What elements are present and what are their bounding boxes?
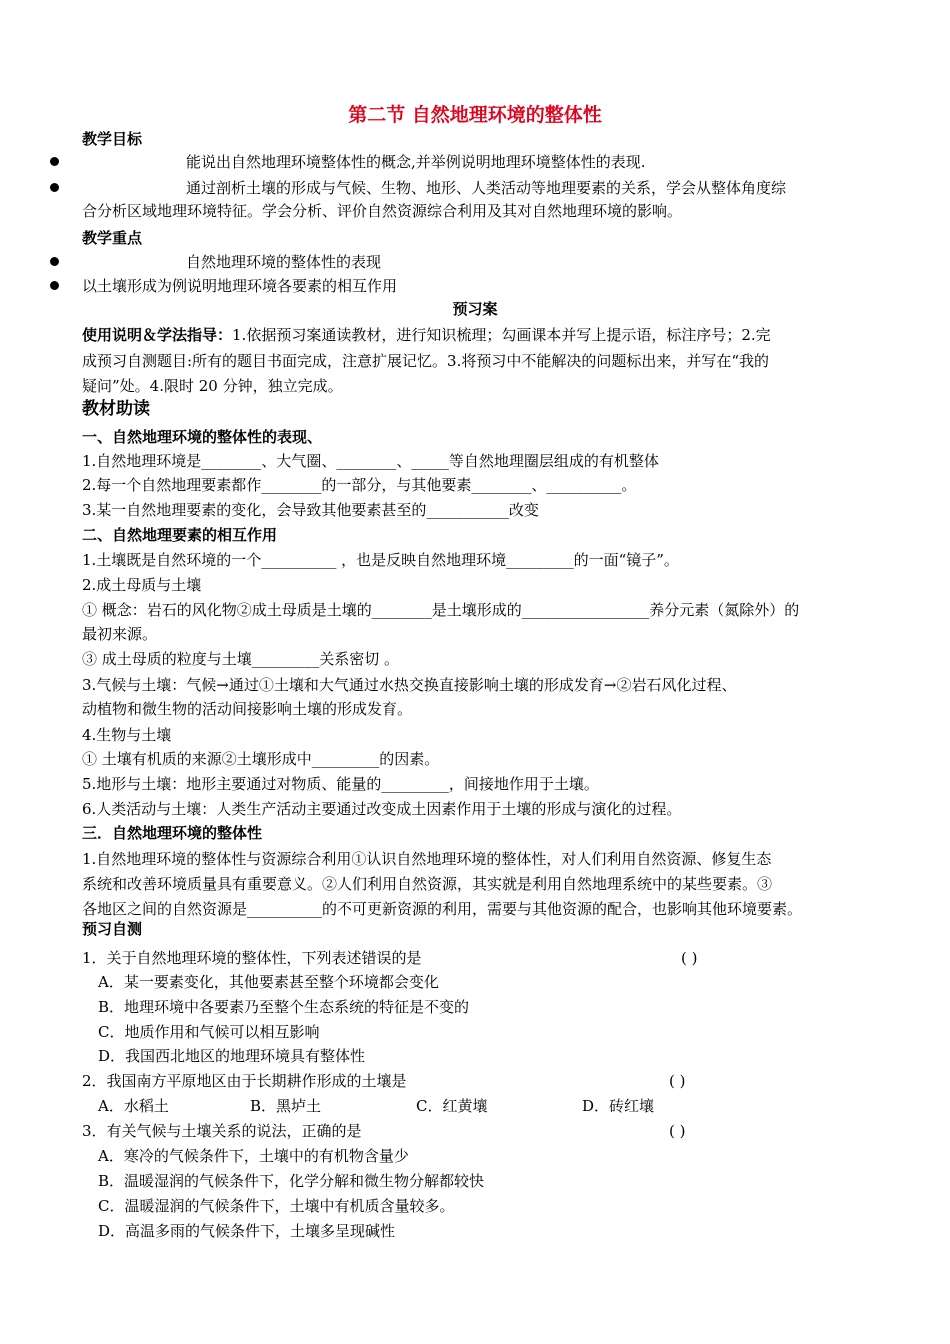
section-2-line-4: 最初来源。	[82, 625, 158, 643]
question-2-option-a: A．水稻土	[98, 1097, 169, 1115]
question-1-option-c: C．地质作用和气候可以相互影响	[98, 1023, 320, 1041]
instructions-line-1: 使用说明＆学法指导：1.依据预习案通读教材，进行知识梳理；勾画课本并写上提示语，标注序号；2.完	[82, 326, 771, 344]
section-2-line-6: 3.气候与土壤：气候→通过①土壤和大气通过水热交换直接影响土壤的形成发育→②岩石风化过程、	[82, 676, 737, 694]
focus-item-2: 以土壤形成为例说明地理环境各要素的相互作用	[82, 277, 398, 295]
question-1-option-a: A．某一要素变化，其他要素甚至整个环境都会变化	[98, 973, 439, 991]
instructions-label: 使用说明＆学法指导：	[82, 326, 233, 344]
instructions-line-3: 疑问”处。4.限时 20 分钟，独立完成。	[82, 377, 343, 395]
section-1-line-3: 3.某一自然地理要素的变化，会导致其他要素甚至的___________改变	[82, 501, 539, 519]
question-2-stem: 2．我国南方平原地区由于长期耕作形成的土壤是	[82, 1072, 407, 1090]
section-3-line-3: 各地区之间的自然资源是__________的不可更新资源的利用，需要与其他资源的配合，也影响其他环境要素。	[82, 900, 803, 918]
question-3-option-b: B．温暖湿润的气候条件下，化学分解和微生物分解都较快	[98, 1172, 485, 1190]
question-1-stem: 1．关于自然地理环境的整体性，下列表述错误的是	[82, 949, 422, 967]
question-1-option-d: D．我国西北地区的地理环境具有整体性	[98, 1047, 366, 1065]
section-2-line-2: 2.成土母质与土壤	[82, 576, 202, 594]
bullet-icon	[50, 257, 59, 266]
goals-heading: 教学目标	[82, 130, 143, 148]
bullet-icon	[50, 183, 59, 192]
section-2-line-8: 4.生物与土壤	[82, 726, 172, 744]
question-1-answer-paren: ( )	[681, 949, 698, 967]
question-3-answer-paren: ( )	[669, 1122, 686, 1140]
goal-item-2-cont: 合分析区域地理环境特征。学会分析、评价自然资源综合利用及其对自然地理环境的影响。	[82, 202, 683, 220]
section-2-line-3: ① 概念：岩石的风化物②成土母质是土壤的________是土壤形成的_________________养分元素（氮除外）的	[82, 601, 800, 619]
bullet-icon	[50, 281, 59, 290]
section-1-line-1: 1.自然地理环境是________、大气圈、________、_____等自然地理圈层组成的有机整体	[82, 452, 659, 470]
section-2-heading: 二、自然地理要素的相互作用	[82, 526, 278, 544]
reading-heading: 教材助读	[82, 399, 150, 419]
question-2-option-b: B．黑垆土	[250, 1097, 322, 1115]
selftest-heading: 预习自测	[82, 920, 143, 938]
section-2-line-9: ① 土壤有机质的来源②土壤形成中_________的因素。	[82, 750, 440, 768]
section-2-line-5: ③ 成土母质的粒度与土壤_________关系密切 。	[82, 650, 400, 668]
page-title: 第二节 自然地理环境的整体性	[348, 104, 602, 126]
bullet-icon	[50, 157, 59, 166]
section-1-heading: 一、自然地理环境的整体性的表现、	[82, 428, 323, 446]
section-2-line-10: 5.地形与土壤：地形主要通过对物质、能量的_________，间接地作用于土壤。	[82, 775, 599, 793]
section-2-line-11: 6.人类活动与土壤：人类生产活动主要通过改变成土因素作用于土壤的形成与演化的过程。	[82, 800, 682, 818]
section-3-heading: 三．自然地理环境的整体性	[82, 824, 263, 842]
goal-item-2: 通过剖析土壤的形成与气候、生物、地形、人类活动等地理要素的关系，学会从整体角度综	[186, 179, 787, 197]
section-2-line-1: 1.土壤既是自然环境的一个__________ ，也是反映自然地理环境_________的一面“镜子”。	[82, 551, 679, 569]
question-3-option-a: A．寒冷的气候条件下，土壤中的有机物含量少	[98, 1147, 409, 1165]
question-1-option-b: B．地理环境中各要素乃至整个生态系统的特征是不变的	[98, 998, 470, 1016]
goal-item-1: 能说出自然地理环境整体性的概念,并举例说明地理环境整体性的表现.	[186, 153, 646, 171]
section-1-line-2: 2.每一个自然地理要素都作________的一部分，与其他要素________、__________。	[82, 476, 637, 494]
question-2-option-d: D．砖红壤	[582, 1097, 655, 1115]
question-3-option-d: D．高温多雨的气候条件下，土壤多呈现碱性	[98, 1222, 396, 1240]
instructions-line-2: 成预习自测题目:所有的题目书面完成，注意扩展记忆。3.将预习中不能解决的问题标出来，并写在“我的	[82, 352, 770, 370]
focus-heading: 教学重点	[82, 229, 143, 247]
question-2-answer-paren: ( )	[669, 1072, 686, 1090]
question-3-option-c: C．温暖湿润的气候条件下，土壤中有机质含量较多。	[98, 1197, 455, 1215]
preview-heading: 预习案	[452, 300, 498, 318]
section-2-line-7: 动植物和微生物的活动间接影响土壤的形成发育。	[82, 700, 413, 718]
section-3-line-2: 系统和改善环境质量具有重要意义。②人们利用自然资源，其实就是利用自然地理系统中的某些要素。③	[82, 875, 773, 893]
focus-item-1: 自然地理环境的整体性的表现	[186, 253, 382, 271]
question-2-option-c: C．红黄壤	[416, 1097, 488, 1115]
question-3-stem: 3．有关气候与土壤关系的说法，正确的是	[82, 1122, 362, 1140]
section-3-line-1: 1.自然地理环境的整体性与资源综合利用①认识自然地理环境的整体性，对人们利用自然资源、修复生态	[82, 850, 772, 868]
